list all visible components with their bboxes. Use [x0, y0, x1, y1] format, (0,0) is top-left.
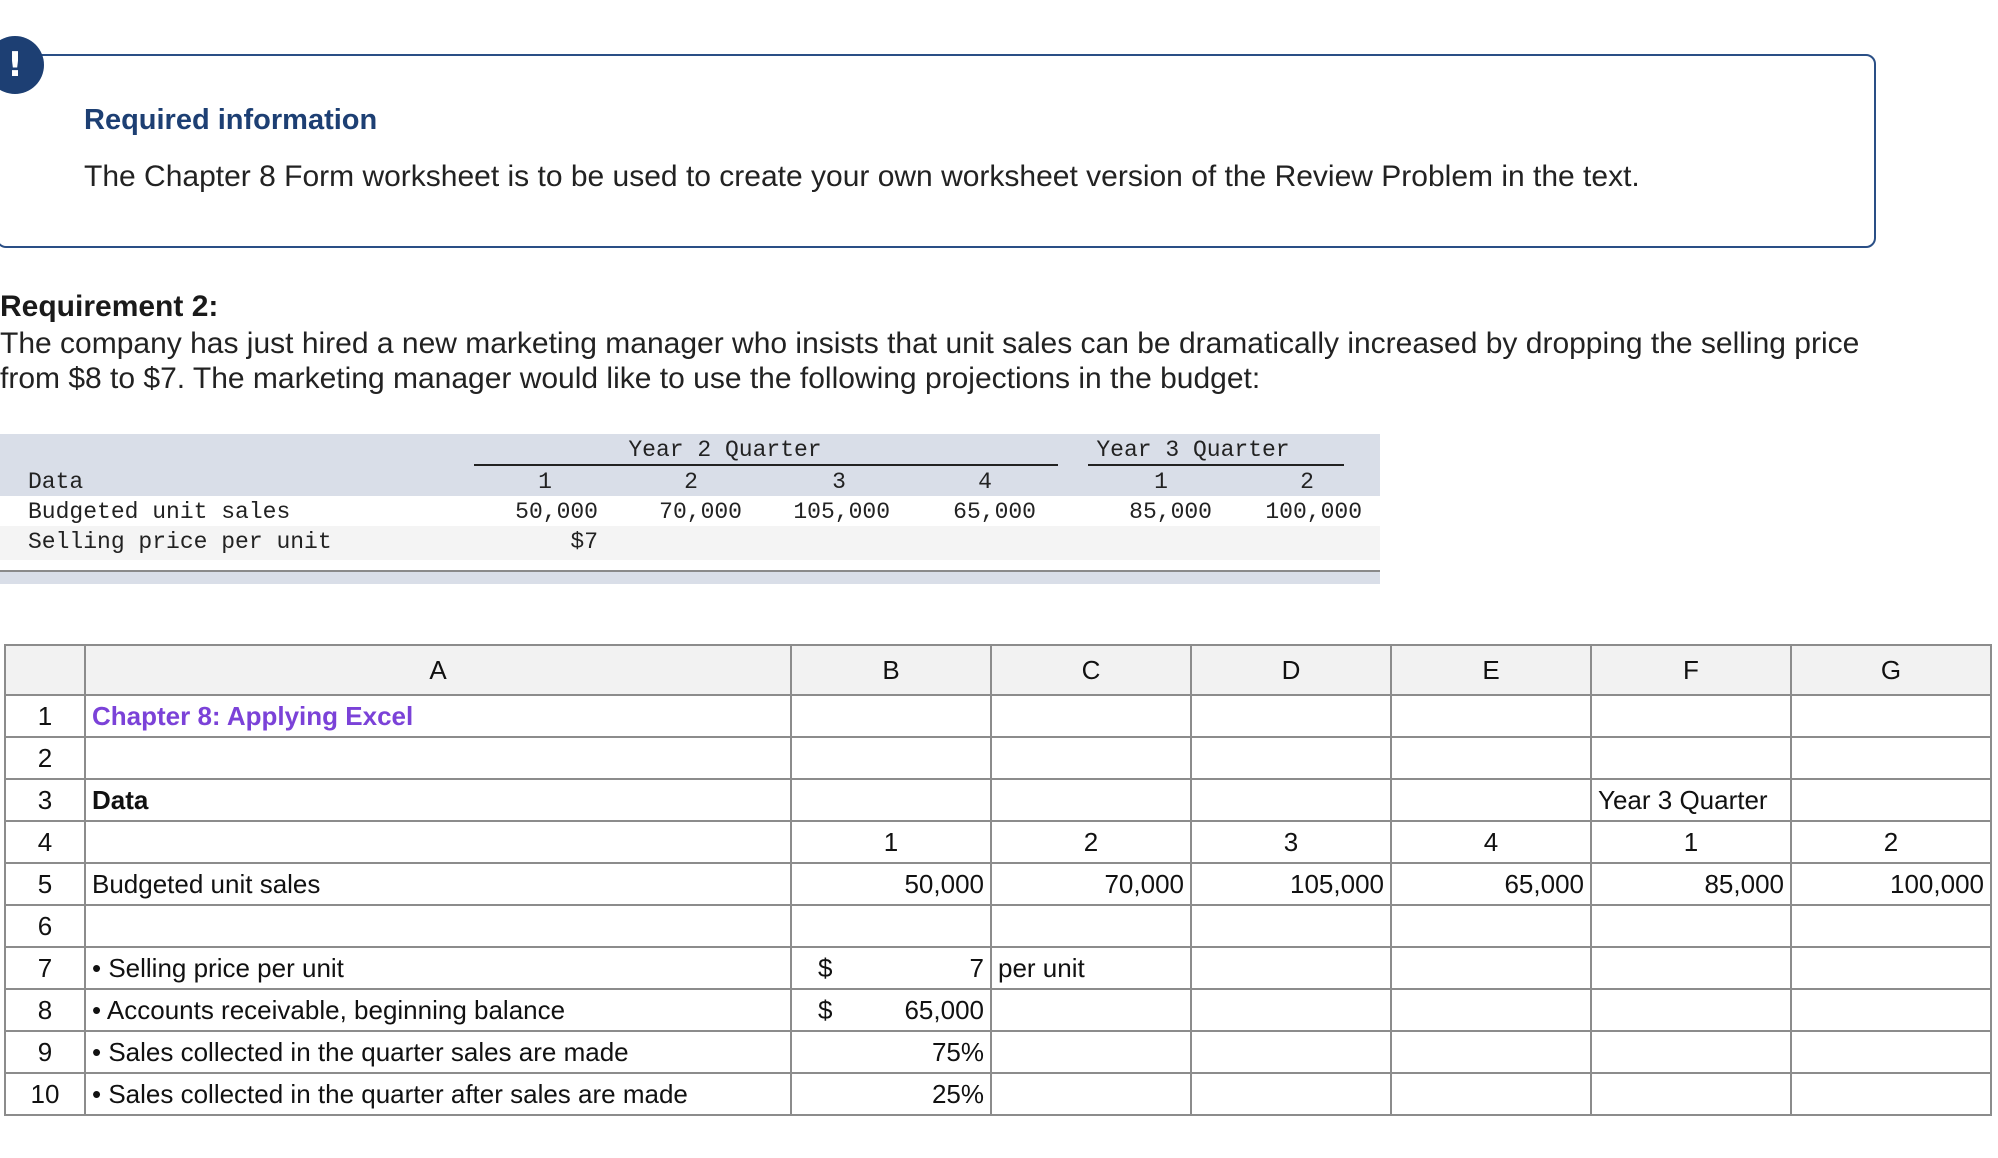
unit-sales-value: 105,000: [793, 499, 890, 525]
cell[interactable]: [1391, 737, 1591, 779]
row-header[interactable]: 5: [5, 863, 85, 905]
unit-sales-cell[interactable]: 50,000: [791, 863, 991, 905]
cell[interactable]: [1191, 1031, 1391, 1073]
cell[interactable]: [1791, 947, 1991, 989]
data-block-footer-band: [0, 572, 1380, 584]
unit-sales-cell[interactable]: 70,000: [991, 863, 1191, 905]
year3-quarter-cell[interactable]: Year 3 Quarter: [1591, 779, 1791, 821]
unit-sales-cell[interactable]: 65,000: [1391, 863, 1591, 905]
cell[interactable]: [791, 737, 991, 779]
row-header[interactable]: 3: [5, 779, 85, 821]
cell[interactable]: [991, 695, 1191, 737]
required-info-box: [0, 54, 1876, 248]
cell[interactable]: [991, 737, 1191, 779]
cell[interactable]: [991, 779, 1191, 821]
column-header-d[interactable]: D: [1191, 645, 1391, 695]
cell[interactable]: [1591, 1031, 1791, 1073]
accounts-receivable-label-cell[interactable]: • Accounts receivable, beginning balance: [85, 989, 791, 1031]
cell[interactable]: [1791, 737, 1991, 779]
cell[interactable]: [1191, 989, 1391, 1031]
cell[interactable]: [1391, 779, 1591, 821]
row-header[interactable]: 6: [5, 905, 85, 947]
quarter-number-cell[interactable]: 2: [1791, 821, 1991, 863]
sheet-title-cell[interactable]: Chapter 8: Applying Excel: [85, 695, 791, 737]
projection-data-block: [0, 434, 1380, 584]
row-header[interactable]: 10: [5, 1073, 85, 1115]
cell[interactable]: [1191, 947, 1391, 989]
cell[interactable]: [1791, 695, 1991, 737]
cell[interactable]: [1591, 905, 1791, 947]
cell[interactable]: [991, 905, 1191, 947]
table-row: [5, 1073, 1991, 1115]
cell[interactable]: [1191, 779, 1391, 821]
cell[interactable]: [1791, 1073, 1991, 1115]
per-unit-cell[interactable]: per unit: [991, 947, 1191, 989]
quarter-number-cell[interactable]: 1: [791, 821, 991, 863]
requirement-heading: Requirement 2:: [0, 290, 219, 323]
cell[interactable]: [1791, 779, 1991, 821]
cell[interactable]: [791, 695, 991, 737]
cell[interactable]: [991, 1031, 1191, 1073]
column-header-b[interactable]: B: [791, 645, 991, 695]
table-row: [5, 863, 1991, 905]
row-header[interactable]: 2: [5, 737, 85, 779]
collected-next-quarter-cell[interactable]: 25%: [791, 1073, 991, 1115]
cell[interactable]: [991, 989, 1191, 1031]
quarter-number-cell[interactable]: 4: [1391, 821, 1591, 863]
quarter-number-cell[interactable]: 1: [1591, 821, 1791, 863]
cell[interactable]: [791, 905, 991, 947]
column-header-c[interactable]: C: [991, 645, 1191, 695]
column-header-f[interactable]: F: [1591, 645, 1791, 695]
accounts-receivable-cell[interactable]: [791, 989, 991, 1031]
quarter-header: 2: [684, 469, 698, 495]
cell[interactable]: [1391, 1073, 1591, 1115]
selling-price-value: $7: [570, 529, 598, 555]
row-header[interactable]: 9: [5, 1031, 85, 1073]
quarter-header: 1: [1154, 469, 1168, 495]
cell[interactable]: [991, 1073, 1191, 1115]
quarter-number-cell[interactable]: 3: [1191, 821, 1391, 863]
cell[interactable]: [1391, 989, 1591, 1031]
cell[interactable]: [1791, 989, 1991, 1031]
cell[interactable]: [1191, 905, 1391, 947]
collected-same-quarter-label-cell[interactable]: • Sales collected in the quarter sales are made: [85, 1031, 791, 1073]
data-label-cell[interactable]: Data: [85, 779, 791, 821]
quarter-header: 4: [978, 469, 992, 495]
cell[interactable]: [1391, 1031, 1591, 1073]
spreadsheet: [4, 644, 1992, 1116]
table-row: [5, 779, 1991, 821]
cell[interactable]: [791, 779, 991, 821]
table-row: [5, 695, 1991, 737]
collected-same-quarter-cell[interactable]: 75%: [791, 1031, 991, 1073]
cell[interactable]: [1391, 947, 1591, 989]
cell[interactable]: [1591, 947, 1791, 989]
row-header[interactable]: 7: [5, 947, 85, 989]
data-label: Data: [28, 469, 84, 495]
unit-sales-cell[interactable]: 105,000: [1191, 863, 1391, 905]
selling-price-label-cell[interactable]: • Selling price per unit: [85, 947, 791, 989]
table-row: [5, 737, 1991, 779]
quarter-header: 3: [832, 469, 846, 495]
column-header-a[interactable]: A: [85, 645, 791, 695]
cell[interactable]: [1791, 1031, 1991, 1073]
unit-sales-label-cell[interactable]: Budgeted unit sales: [85, 863, 791, 905]
requirement-text: The company has just hired a new marketing manager who insists that unit sales can be dramatically increased by dropping the selling price from $8 to $7. The marketing manager would like to use the following projections in the budget:: [0, 327, 1860, 395]
cell[interactable]: [1791, 905, 1991, 947]
table-row: [5, 947, 1991, 989]
row-header[interactable]: 8: [5, 989, 85, 1031]
unit-sales-cell[interactable]: 85,000: [1591, 863, 1791, 905]
unit-sales-value: 70,000: [659, 499, 742, 525]
currency-symbol: $: [818, 994, 833, 1025]
cell[interactable]: [1191, 1073, 1391, 1115]
cell[interactable]: [1591, 1073, 1791, 1115]
quarter-header: 1: [538, 469, 552, 495]
table-row: [5, 989, 1991, 1031]
accounts-receivable-value: 65,000: [904, 994, 984, 1025]
column-header-e[interactable]: E: [1391, 645, 1591, 695]
unit-sales-value: 50,000: [515, 499, 598, 525]
collected-next-quarter-label-cell[interactable]: • Sales collected in the quarter after sales are made: [85, 1073, 791, 1115]
cell[interactable]: [1191, 737, 1391, 779]
column-header-row: [5, 645, 1991, 695]
cell[interactable]: [1591, 737, 1791, 779]
row-header[interactable]: 4: [5, 821, 85, 863]
unit-sales-value: 100,000: [1265, 499, 1362, 525]
selling-price-value: 7: [969, 952, 984, 983]
year3-quarter-header: Year 3 Quarter: [1096, 437, 1290, 463]
currency-symbol: $: [818, 952, 833, 983]
cell[interactable]: [1191, 695, 1391, 737]
selling-price-cell[interactable]: [791, 947, 991, 989]
quarter-header: 2: [1300, 469, 1314, 495]
table-row: [5, 905, 1991, 947]
table-row: [5, 1031, 1991, 1073]
row-header[interactable]: 1: [5, 695, 85, 737]
cell[interactable]: [85, 821, 791, 863]
unit-sales-label: Budgeted unit sales: [28, 499, 291, 525]
unit-sales-cell[interactable]: 100,000: [1791, 863, 1991, 905]
unit-sales-value: 85,000: [1129, 499, 1212, 525]
cell[interactable]: [1591, 695, 1791, 737]
quarter-number-cell[interactable]: 2: [991, 821, 1191, 863]
unit-sales-value: 65,000: [953, 499, 1036, 525]
year2-quarter-header: Year 2 Quarter: [628, 437, 822, 463]
cell[interactable]: [1391, 695, 1591, 737]
cell[interactable]: [1391, 905, 1591, 947]
selling-price-label: Selling price per unit: [28, 529, 332, 555]
year2-group-rule: [474, 464, 1058, 466]
table-row: [5, 821, 1991, 863]
alert-icon: !: [0, 36, 44, 94]
cell[interactable]: [85, 905, 791, 947]
cell[interactable]: [1591, 989, 1791, 1031]
cell[interactable]: [85, 737, 791, 779]
year3-group-rule: [1088, 464, 1344, 466]
corner-cell[interactable]: [5, 645, 85, 695]
column-header-g[interactable]: G: [1791, 645, 1991, 695]
info-text: The Chapter 8 Form worksheet is to be used to create your own worksheet version of the Review Problem in the text.: [84, 160, 1640, 193]
info-title: Required information: [84, 104, 378, 136]
